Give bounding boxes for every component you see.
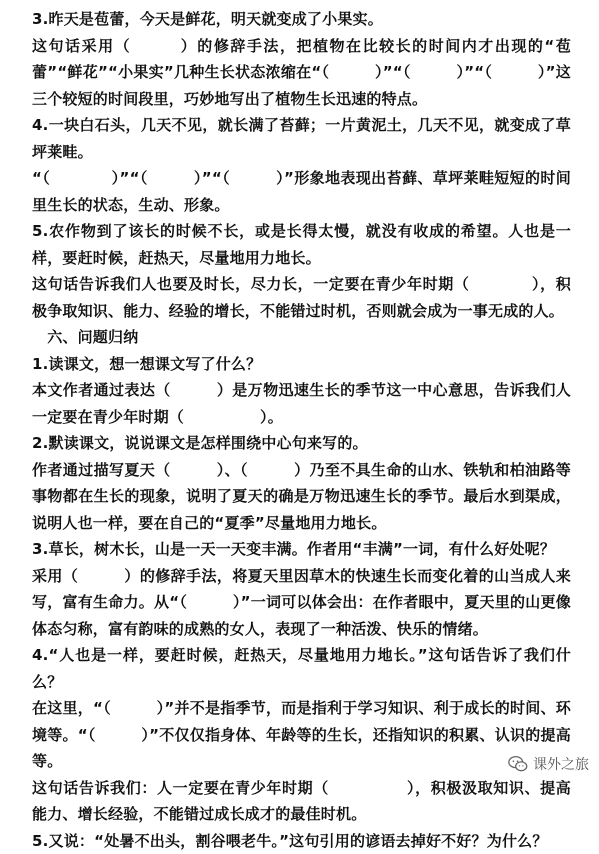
- watermark: [507, 753, 589, 775]
- paragraph-q5: 5.农作物到了该长的时候不长，或是长得太慢，就没有收成的希望。人也是一样，要赶时候，赶热天，尽量地用力地长。: [32, 218, 571, 271]
- paragraph-q4: 4.一块白石头，几天不见，就长满了苔藓；一片黄泥土，几天不见，就变成了草坪莱畦。: [32, 112, 571, 165]
- paragraph-summary-q4-answer-2: 这句话告诉我们：人一定要在青少年时期（ ），积极汲取知识、提高能力、增长经验，不能错过成长成才的最佳时机。: [32, 775, 571, 828]
- paragraph-q4-answer: “（ ）”“（ ）”“（ ）”形象地表现出苔藓、草坪莱畦短短的时间里生长的状态，生动、形象。: [32, 165, 571, 218]
- paragraph-summary-q5: 5.又说：“处暑不出头，割谷喂老牛。”这句引用的谚语去掉好不好？为什么？: [32, 828, 571, 854]
- section-heading: 六、问题归纳: [32, 324, 571, 351]
- paragraph-summary-q2: 2.默读课文，说说课文是怎样围绕中心句来写的。: [32, 430, 571, 457]
- paragraph-summary-q1-answer: 本文作者通过表达（ ）是万物迅速生长的季节这一中心意思，告诉我们人一定要在青少年时期（ ）。: [32, 377, 571, 430]
- wechat-icon: [507, 753, 529, 775]
- paragraph-q3-answer: 这句话采用（ ）的修辞手法，把植物在比较长的时间内才出现的“苞蕾”“鲜花”“小果实”几种生长状态浓缩在“（ ）”“（ ）”“（ ）”这三个较短的时间段里，巧妙地写出了植物生长迅速的特点。: [32, 33, 571, 113]
- paragraph-summary-q3-answer: 采用（ ）的修辞手法，将夏天里因草木的快速生长而变化着的山当成人来写，富有生命力。从“（ ）”一词可以体会出：在作者眼中，夏天里的山更像体态匀称，富有韵味的成熟的女人，表现了一种活泼、快乐的情绪。: [32, 563, 571, 643]
- paragraph-summary-q1: 1.读课文，想一想课文写了什么？: [32, 351, 571, 378]
- watermark-text: 课外之旅: [533, 754, 589, 774]
- paragraph-summary-q4: 4.“人也是一样，要赶时候，赶热天，尽量地用力地长。”这句话告诉了我们什么？: [32, 642, 571, 695]
- paragraph-summary-q3: 3.草长，树木长，山是一天一天变丰满。作者用“丰满”一词，有什么好处呢？: [32, 536, 571, 563]
- paragraph-q3: 3.昨天是苞蕾，今天是鲜花，明天就变成了小果实。: [32, 6, 571, 33]
- paragraph-q5-answer: 这句话告诉我们人也要及时长，尽力长，一定要在青少年时期（ ），积极争取知识、能力、经验的增长，不能错过时机，否则就会成为一事无成的人。: [32, 271, 571, 324]
- paragraph-summary-q2-answer: 作者通过描写夏天（ ）、（ ）乃至不具生命的山水、铁轨和柏油路等事物都在生长的现象，说明了夏天的确是万物迅速生长的季节。最后水到渠成，说明人也一样，要在自己的“夏季”尽量地用力地长。: [32, 457, 571, 537]
- paragraph-summary-q4-answer-1: 在这里，“（ ）”并不是指季节，而是指利于学习知识、利于成长的时间、环境等。“（ ）”不仅仅指身体、年龄等的生长，还指知识的积累、认识的提高等。: [32, 695, 571, 775]
